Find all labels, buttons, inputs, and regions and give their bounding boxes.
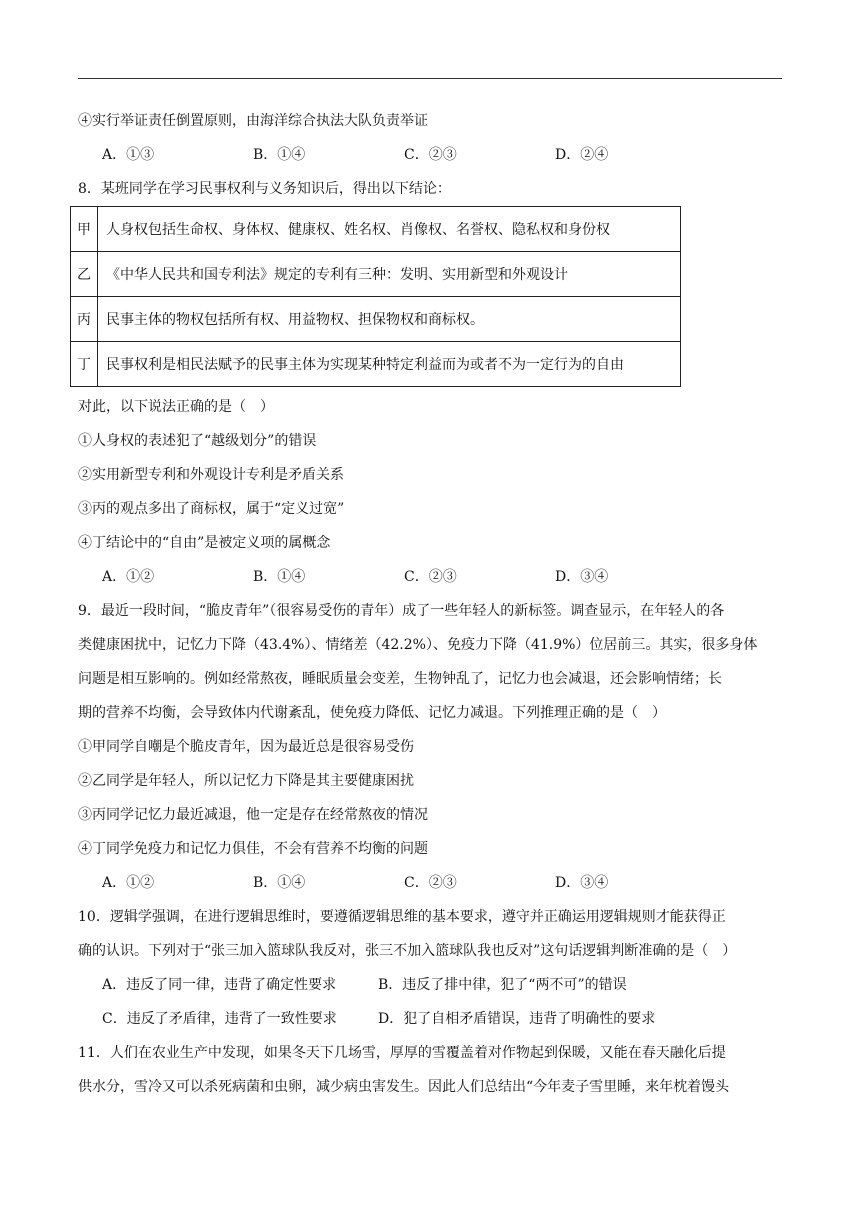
row-text: 民事权利是相民法赋予的民事主体为实现某种特定利益而为或者不为一定行为的自由	[98, 342, 681, 387]
q9-item-2: ②乙同学是年轻人，所以记忆力下降是其主要健康困扰	[78, 773, 414, 789]
q9-item-4: ④丁同学免疫力和记忆力俱佳，不会有营养不均衡的问题	[78, 841, 428, 857]
row-key: 甲	[71, 207, 98, 252]
q9-stem-line-3: 问题是相互影响的。例如经常熬夜，睡眠质量会变差，生物钟乱了，记忆力也会减退，还会影响情绪；长	[78, 671, 722, 687]
q11-stem-line-2: 供水分，雪冷又可以杀死病菌和虫卵，减少病虫害发生。因此人们总结出“今年麦子雪里睡，来年枕着馒头	[78, 1079, 730, 1095]
row-key: 丙	[71, 297, 98, 342]
q8-item-4: ④丁结论中的“自由”是被定义项的属概念	[78, 535, 331, 551]
q10-option-c[interactable]: C．违反了矛盾律，违背了一致性要求	[102, 1011, 337, 1027]
q8-item-2: ②实用新型专利和外观设计专利是矛盾关系	[78, 467, 344, 483]
table-row	[71, 207, 681, 252]
q9-stem-line-4: 期的营养不均衡，会导致体内代谢紊乱，使免疫力降低、记忆力减退。下列推理正确的是（ ）	[78, 705, 666, 721]
q10-option-a[interactable]: A．违反了同一律，违背了确定性要求	[102, 977, 337, 993]
q8-option-d[interactable]: D．③④	[555, 569, 609, 585]
q9-stem-line-1: 9．最近一段时间，“脆皮青年”（很容易受伤的青年）成了一些年轻人的新标签。调查显示，在年轻人的各	[78, 603, 725, 619]
q9-option-a[interactable]: A．①②	[102, 875, 155, 891]
q10-option-b[interactable]: B．违反了排中律，犯了“两不可”的错误	[378, 977, 627, 993]
q7-option-d[interactable]: D．②④	[555, 147, 609, 163]
q8-option-a[interactable]: A．①②	[102, 569, 155, 585]
header-rule	[78, 78, 782, 79]
row-text: 《中华人民共和国专利法》规定的专利有三种：发明、实用新型和外观设计	[98, 252, 681, 297]
q8-options	[102, 567, 706, 587]
q9-options	[102, 873, 706, 893]
table-row	[71, 252, 681, 297]
row-key: 乙	[71, 252, 98, 297]
q8-option-c[interactable]: C．②③	[404, 569, 457, 585]
table-row	[71, 342, 681, 387]
q7-option-a[interactable]: A．①③	[102, 147, 155, 163]
table-row	[71, 297, 681, 342]
q8-conclusions-table	[70, 206, 681, 387]
q9-stem-line-2: 类健康困扰中，记忆力下降（43.4%）、情绪差（42.2%）、免疫力下降（41.9%）位居前三。其实，很多身体	[78, 637, 758, 653]
q9-option-d[interactable]: D．③④	[555, 875, 609, 891]
q10-stem-line-2: 确的认识。下列对于“张三加入篮球队我反对，张三不加入篮球队我也反对”这句话逻辑判断准确的是（ ）	[78, 943, 737, 959]
q8-item-3: ③丙的观点多出了商标权，属于“定义过宽”	[78, 501, 345, 517]
q9-option-b[interactable]: B．①④	[253, 875, 306, 891]
q10-stem-line-1: 10．逻辑学强调，在进行逻辑思维时，要遵循逻辑思维的基本要求，遵守并正确运用逻辑规则才能获得正	[78, 909, 726, 925]
q10-option-d[interactable]: D．犯了自相矛盾错误，违背了明确性的要求	[378, 1011, 656, 1027]
q11-stem-line-1: 11．人们在农业生产中发现，如果冬天下几场雪，厚厚的雪覆盖着对作物起到保暖，又能在春天融化后提	[78, 1045, 726, 1061]
row-text: 民事主体的物权包括所有权、用益物权、担保物权和商标权。	[98, 297, 681, 342]
row-key: 丁	[71, 342, 98, 387]
q8-stem: 8．某班同学在学习民事权利与义务知识后，得出以下结论：	[78, 181, 451, 197]
q8-item-1: ①人身权的表述犯了“越级划分”的错误	[78, 433, 317, 449]
q7-option-b[interactable]: B．①④	[253, 147, 306, 163]
q9-item-3: ③丙同学记忆力最近减退，他一定是存在经常熬夜的情况	[78, 807, 428, 823]
row-text: 人身权包括生命权、身体权、健康权、姓名权、肖像权、名誉权、隐私权和身份权	[98, 207, 681, 252]
q7-options	[102, 145, 706, 165]
q7-item-4: ④实行举证责任倒置原则，由海洋综合执法大队负责举证	[78, 113, 428, 129]
q9-item-1: ①甲同学自嘲是个脆皮青年，因为最近总是很容易受伤	[78, 739, 414, 755]
q8-question: 对此，以下说法正确的是（ ）	[78, 399, 274, 415]
q7-option-c[interactable]: C．②③	[404, 147, 457, 163]
q8-option-b[interactable]: B．①④	[253, 569, 306, 585]
q9-option-c[interactable]: C．②③	[404, 875, 457, 891]
